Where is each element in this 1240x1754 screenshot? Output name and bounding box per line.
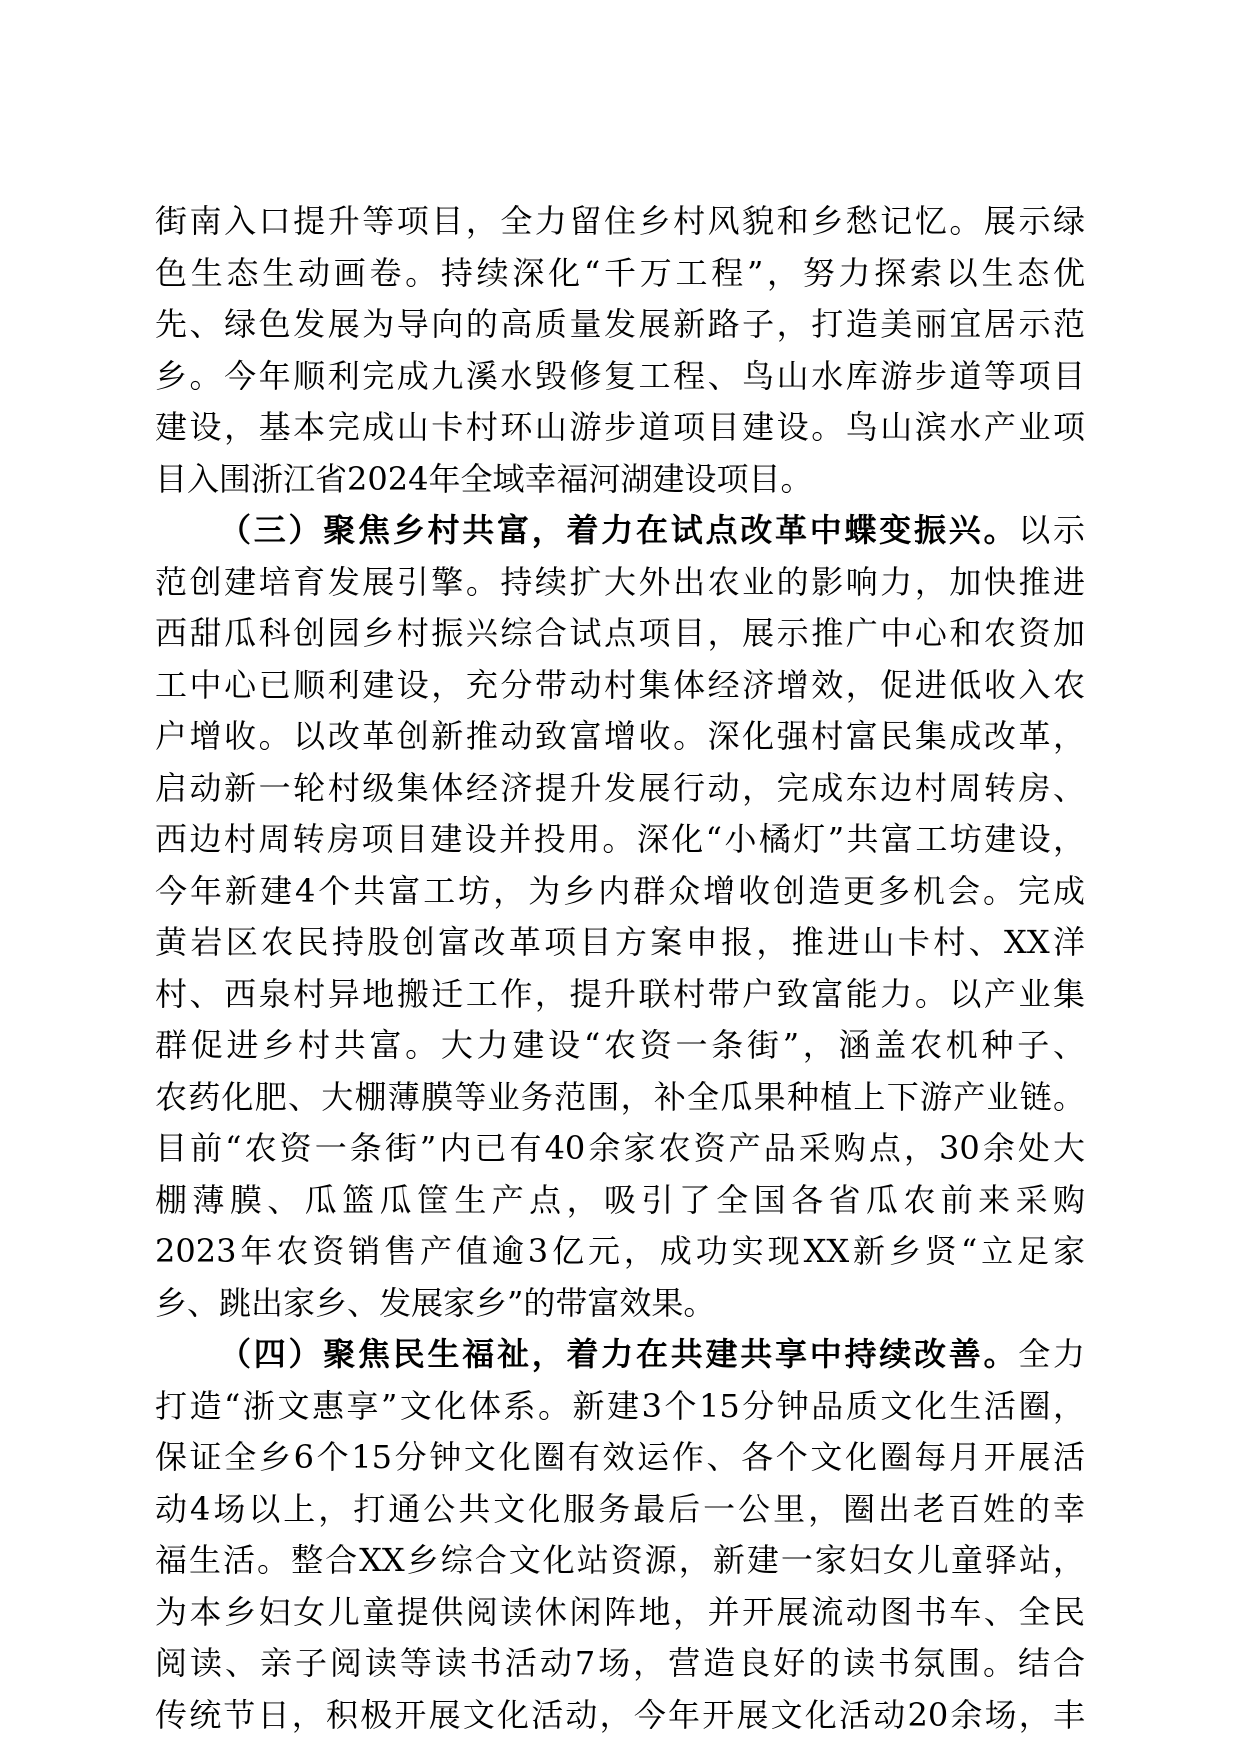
- text-line-17: 群促进乡村共富。大力建设“农资一条街”，涵盖农机种子、: [155, 1026, 1085, 1064]
- text-line-4: 乡。今年顺利完成九溪水毁修复工程、鸟山水库游步道等项目: [155, 356, 1085, 395]
- text-line-24: 打造“浙文惠享”文化体系。新建3个15分钟品质文化生活圈，: [155, 1386, 1085, 1425]
- text-line-25: 保证全乡6个15分钟文化圈有效运作、各个文化圈每月开展活: [155, 1438, 1085, 1476]
- text-line-13: 西边村周转房项目建设并投用。深化“小橘灯”共富工坊建设，: [155, 820, 1085, 858]
- section-3-first-line: [155, 505, 1085, 557]
- text-line-8: 范创建培育发展引擎。持续扩大外出农业的影响力，加快推进: [155, 562, 1085, 601]
- section-4-first-line: [155, 1329, 1085, 1381]
- section-4-heading: （四）聚焦民生福祉，着力在共建共享中持续改善。: [219, 1335, 1019, 1373]
- text-line-10: 工中心已顺利建设，充分带动村集体经济增效，促进低收入农: [155, 665, 1085, 704]
- text-line-29: 阅读、亲子阅读等读书活动7场，营造良好的读书氛围。结合: [155, 1644, 1085, 1682]
- text-line-21: 2023年农资销售产值逾3亿元，成功实现XX新乡贤“立足家: [155, 1232, 1085, 1270]
- text-line-14: 今年新建4个共富工坊，为乡内群众增收创造更多机会。完成: [155, 871, 1085, 910]
- text-line-22: 乡、跳出家乡、发展家乡”的带富效果。: [155, 1283, 716, 1322]
- text-line-15: 黄岩区农民持股创富改革项目方案申报，推进山卡村、XX洋: [155, 923, 1085, 961]
- text-line-3: 先、绿色发展为导向的高质量发展新路子，打造美丽宜居示范: [155, 305, 1085, 343]
- text-line-20: 棚薄膜、瓜篮瓜筐生产点，吸引了全国各省瓜农前来采购: [155, 1180, 1085, 1219]
- text-line-11: 户增收。以改革创新推动致富增收。深化强村富民集成改革，: [155, 717, 1085, 755]
- body-text: [155, 196, 1085, 1741]
- text-line-2: 色生态生动画卷。持续深化“千万工程”，努力探索以生态优: [155, 253, 1085, 292]
- text-line-30: 传统节日，积极开展文化活动，今年开展文化活动20余场，丰: [155, 1695, 1085, 1734]
- text-line-19: 目前“农资一条街”内已有40余家农资产品采购点，30余处大: [155, 1129, 1085, 1167]
- text-line-18: 农药化肥、大棚薄膜等业务范围，补全瓜果种植上下游产业链。: [155, 1077, 1085, 1116]
- section-3-heading-tail: 以示: [1018, 511, 1085, 549]
- text-line-16: 村、西泉村异地搬迁工作，提升联村带户致富能力。以产业集: [155, 974, 1085, 1013]
- section-3-heading: （三）聚焦乡村共富，着力在试点改革中蝶变振兴。: [219, 511, 1019, 549]
- text-line-5: 建设，基本完成山卡村环山游步道项目建设。鸟山滨水产业项: [155, 408, 1085, 446]
- text-line-6: 目入围浙江省2024年全域幸福河湖建设项目。: [155, 459, 813, 498]
- section-4-heading-tail: 全力: [1018, 1335, 1085, 1373]
- text-line-9: 西甜瓜科创园乡村振兴综合试点项目，展示推广中心和农资加: [155, 614, 1085, 652]
- text-line-26: 动4场以上，打通公共文化服务最后一公里，圈出老百姓的幸: [155, 1489, 1085, 1528]
- text-line-27: 福生活。整合XX乡综合文化站资源，新建一家妇女儿童驿站，: [155, 1541, 1085, 1579]
- text-line-1: 街南入口提升等项目，全力留住乡村风貌和乡愁记忆。展示绿: [155, 202, 1085, 240]
- text-line-28: 为本乡妇女儿童提供阅读休闲阵地，并开展流动图书车、全民: [155, 1592, 1085, 1631]
- text-line-12: 启动新一轮村级集体经济提升发展行动，完成东边村周转房、: [155, 768, 1085, 807]
